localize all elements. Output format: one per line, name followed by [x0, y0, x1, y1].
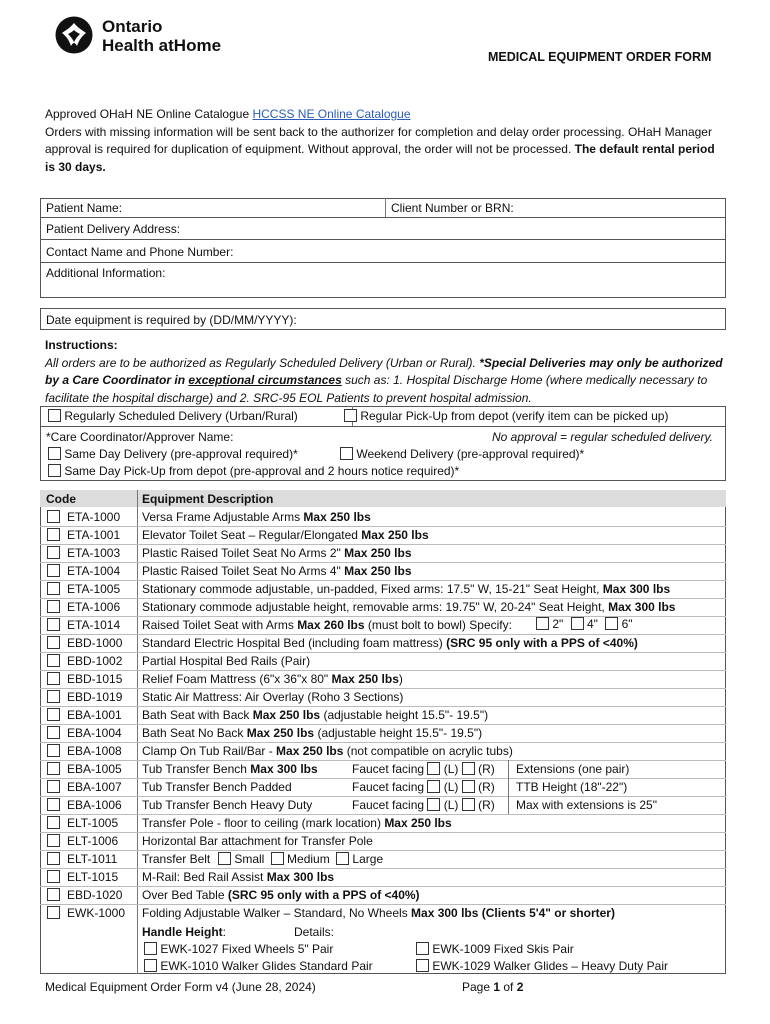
- rental-period: The default rental period is 30 days.: [45, 142, 715, 174]
- patient-name-field[interactable]: Patient Name:: [46, 201, 123, 215]
- row-description: [142, 744, 513, 758]
- row-desc-bold: Max 250 lbs: [246, 726, 315, 740]
- row-desc-tail: ): [398, 672, 403, 686]
- left-label: (L): [443, 798, 459, 812]
- max-extensions-label: Max with extensions is 25": [516, 798, 657, 812]
- row-desc-bold: Max 300 lbs: [266, 870, 335, 884]
- table-row: [40, 814, 726, 832]
- row-divider: [40, 832, 726, 833]
- table-row: [40, 688, 726, 706]
- row-divider: [40, 706, 726, 707]
- row-code: EBD-1002: [67, 654, 123, 668]
- table-row: [40, 706, 726, 724]
- row-desc-text: Partial Hospital Bed Rails (Pair): [142, 654, 311, 668]
- belt-large-checkbox[interactable]: [336, 852, 349, 865]
- row-desc-bold: Max 300 lbs: [608, 600, 676, 614]
- walker-glides-heavy-option[interactable]: [416, 959, 668, 973]
- weekend-label: Weekend Delivery (pre-approval required)*: [356, 447, 585, 461]
- row-desc-bold: Max 250 lbs: [303, 510, 371, 524]
- row-checkbox[interactable]: [47, 852, 60, 865]
- catalogue-link[interactable]: HCCSS NE Online Catalogue: [252, 107, 411, 121]
- row-checkbox[interactable]: [47, 672, 60, 685]
- row-desc-bold: Max 250 lbs: [252, 708, 321, 722]
- page-total: 2: [516, 980, 524, 994]
- instructions-heading: Instructions:: [45, 338, 118, 352]
- extensions-label: Extensions (one pair): [516, 762, 630, 776]
- faucet-right-checkbox[interactable]: [462, 798, 475, 811]
- size-6-label: 6": [621, 617, 633, 631]
- handle-colon: :: [222, 925, 227, 939]
- cc-approver-field[interactable]: *Care Coordinator/Approver Name:: [46, 430, 234, 444]
- client-number-field[interactable]: Client Number or BRN:: [391, 201, 514, 215]
- row-description: [142, 762, 318, 776]
- faucet-left-checkbox[interactable]: [427, 762, 440, 775]
- row-description: [142, 816, 452, 830]
- row-checkbox[interactable]: [47, 510, 60, 523]
- left-label: (L): [443, 762, 459, 776]
- row-desc-tail: (must bolt to bowl) Specify:: [364, 618, 512, 632]
- walker-fixed-wheels-checkbox[interactable]: [144, 942, 157, 955]
- row-desc-text: Clamp On Tub Rail/Bar -: [142, 744, 277, 758]
- row-checkbox[interactable]: [47, 798, 60, 811]
- faucet-right-checkbox[interactable]: [462, 780, 475, 793]
- delivery-address-field[interactable]: Patient Delivery Address:: [46, 222, 181, 236]
- walker-fixed-skis-checkbox[interactable]: [416, 942, 429, 955]
- same-day-label: Same Day Delivery (pre-approval required)*: [64, 447, 298, 461]
- row-code: ETA-1000: [67, 510, 121, 524]
- same-day-checkbox[interactable]: [48, 447, 61, 460]
- row-code: ETA-1005: [67, 582, 121, 596]
- footer-page: [462, 980, 523, 994]
- row-divider: [40, 598, 726, 599]
- row-divider: [40, 562, 726, 563]
- catalogue-prefix: Approved OHaH NE Online Catalogue: [45, 107, 253, 121]
- row-desc-text: Folding Adjustable Walker – Standard, No Wheels: [142, 906, 412, 920]
- belt-medium-label: Medium: [287, 852, 330, 866]
- brand-line1: Ontario: [102, 17, 163, 36]
- row-desc-bold: Max 250 lbs: [344, 546, 412, 560]
- row-desc-text: M-Rail: Bed Rail Assist: [142, 870, 267, 884]
- row-desc-bold: Max 250 lbs: [276, 744, 344, 758]
- row-desc-text: Standard Electric Hospital Bed (including foam mattress): [142, 636, 447, 650]
- transfer-belt-sizes: [218, 852, 383, 866]
- row-description: [142, 672, 403, 686]
- row-description: [142, 600, 675, 614]
- row-checkbox[interactable]: [47, 870, 60, 883]
- row-desc-text: Over Bed Table: [142, 888, 228, 902]
- row-divider: [40, 904, 726, 905]
- row-code: EBA-1005: [67, 762, 122, 776]
- row-code: EBA-1001: [67, 708, 122, 722]
- row-desc-text: Elevator Toilet Seat – Regular/Elongated: [142, 528, 362, 542]
- row-desc-bold: Max 250 lbs: [361, 528, 429, 542]
- row-code: ETA-1006: [67, 600, 121, 614]
- size-4-label: 4": [586, 617, 598, 631]
- instructions-exceptional: exceptional circumstances: [188, 373, 342, 387]
- intro-notice: Orders with missing information will be sent back to the authorizer for completion and delay order processing. OHaH Manager approval is required for duplication of equipment. Without approval, the order will not be processed.: [45, 124, 712, 156]
- table-row: [40, 652, 726, 670]
- row-desc-text: Horizontal Bar attachment for Transfer Pole: [142, 834, 373, 848]
- row-code: ETA-1014: [67, 618, 121, 632]
- row-description: [142, 780, 292, 794]
- ttb-height-label: TTB Height (18"-22"): [516, 780, 628, 794]
- row-checkbox[interactable]: [47, 582, 60, 595]
- row-desc-bold: (SRC 95 only with a PPS of <40%): [446, 636, 638, 650]
- weekend-checkbox[interactable]: [340, 447, 353, 460]
- walker-glides-standard-label: EWK-1010 Walker Glides Standard Pair: [160, 959, 373, 973]
- regular-delivery-label: Regularly Scheduled Delivery (Urban/Rural): [64, 409, 298, 423]
- walker-glides-heavy-label: EWK-1029 Walker Glides – Heavy Duty Pair: [432, 959, 668, 973]
- row-divider: [40, 688, 726, 689]
- row-description: [142, 582, 670, 596]
- brand-line2: Health atHome: [102, 36, 222, 55]
- row-description: [142, 546, 412, 560]
- row-code: EBA-1006: [67, 798, 122, 812]
- walker-glides-standard-checkbox[interactable]: [144, 959, 157, 972]
- walker-fixed-wheels-label: EWK-1027 Fixed Wheels 5" Pair: [160, 942, 334, 956]
- row-divider: [40, 778, 726, 779]
- row-code: ETA-1004: [67, 564, 121, 578]
- row-code: ETA-1001: [67, 528, 121, 542]
- row-desc-bold: Max 300 lbs: [602, 582, 671, 596]
- right-label: (R): [478, 780, 495, 794]
- row-description: [142, 798, 312, 812]
- form-title: MEDICAL EQUIPMENT ORDER FORM: [488, 50, 712, 64]
- col-desc-header: Equipment Description: [142, 492, 274, 506]
- same-day-pickup-checkbox[interactable]: [48, 464, 61, 477]
- belt-large-label: Large: [352, 852, 384, 866]
- row-code: ELT-1011: [67, 852, 118, 866]
- toilet-seat-size-options: [536, 617, 633, 631]
- row-divider: [40, 742, 726, 743]
- row-checkbox[interactable]: [47, 708, 60, 721]
- row-checkbox[interactable]: [47, 564, 60, 577]
- pickup-label: Regular Pick-Up from depot (verify item can be picked up): [360, 409, 669, 423]
- row-desc-tail: (adjustable height 15.5"- 19.5"): [314, 726, 483, 740]
- table-row: [40, 544, 726, 562]
- row-code: EBD-1019: [67, 690, 123, 704]
- right-label: (R): [478, 762, 495, 776]
- row-divider: [40, 580, 726, 581]
- row-desc-bold: Max 250 lbs: [344, 564, 412, 578]
- row-divider: [40, 652, 726, 653]
- row-description: [142, 654, 310, 668]
- row-description: [142, 708, 488, 722]
- size-2-checkbox[interactable]: [536, 617, 549, 630]
- walker-fixed-skis-option[interactable]: [416, 942, 574, 956]
- row-checkbox[interactable]: [47, 726, 60, 739]
- row-checkbox[interactable]: [47, 906, 60, 919]
- row-checkbox[interactable]: [47, 528, 60, 541]
- table-row: [40, 724, 726, 742]
- row-code: ELT-1006: [67, 834, 119, 848]
- faucet-label: Faucet facing: [352, 762, 425, 776]
- row-divider: [40, 634, 726, 635]
- row-description: [142, 528, 429, 542]
- row-code: ELT-1015: [67, 870, 119, 884]
- row-divider: [40, 724, 726, 725]
- row-desc-text: Stationary commode adjustable, un-padded, Fixed arms: 17.5" W, 15-21" Seat Height,: [142, 582, 603, 596]
- belt-medium-checkbox[interactable]: [271, 852, 284, 865]
- row-code: EWK-1000: [67, 906, 126, 920]
- walker-glides-heavy-checkbox[interactable]: [416, 959, 429, 972]
- row-divider: [40, 526, 726, 527]
- row-desc-text: Relief Foam Mattress (6"x 36"x 80": [142, 672, 332, 686]
- row-checkbox[interactable]: [47, 636, 60, 649]
- same-day-pickup-option[interactable]: [48, 464, 459, 478]
- belt-small-label: Small: [234, 852, 265, 866]
- table-row: [40, 634, 726, 652]
- table-row: [40, 562, 726, 580]
- row-divider: [40, 760, 726, 761]
- row-code: EBD-1000: [67, 636, 123, 650]
- row-checkbox[interactable]: [47, 654, 60, 667]
- brand-name: [102, 17, 221, 55]
- row-desc-text: Bath Seat No Back: [142, 726, 247, 740]
- walker-fixed-skis-label: EWK-1009 Fixed Skis Pair: [432, 942, 574, 956]
- table-row: [40, 886, 726, 904]
- row-desc-bold: (SRC 95 only with a PPS of <40%): [227, 888, 420, 902]
- regular-delivery-option[interactable]: [48, 409, 298, 423]
- row-code: ELT-1005: [67, 816, 119, 830]
- belt-small-checkbox[interactable]: [218, 852, 231, 865]
- row-divider: [40, 886, 726, 887]
- size-6-checkbox[interactable]: [605, 617, 618, 630]
- row-description: [142, 852, 210, 866]
- row-desc-text: Plastic Raised Toilet Seat No Arms 4": [142, 564, 345, 578]
- row-desc-text: Plastic Raised Toilet Seat No Arms 2": [142, 546, 345, 560]
- row-desc-text: Transfer Belt: [142, 852, 211, 866]
- col-code-header: Code: [46, 492, 76, 506]
- row-desc-text: Tub Transfer Bench Heavy Duty: [142, 798, 313, 812]
- page-of: of: [500, 980, 517, 994]
- regular-delivery-checkbox[interactable]: [48, 409, 61, 422]
- details-label: Details:: [294, 925, 335, 939]
- handle-height-label: Handle Height: [142, 925, 223, 939]
- page-prefix: Page: [462, 980, 494, 994]
- row-desc-tail: (adjustable height 15.5"- 19.5"): [320, 708, 489, 722]
- row-divider: [40, 868, 726, 869]
- row-divider: [40, 814, 726, 815]
- faucet-left-checkbox[interactable]: [427, 780, 440, 793]
- row-desc-text: Raised Toilet Seat with Arms: [142, 618, 298, 632]
- additional-info-field[interactable]: Additional Information:: [46, 266, 166, 280]
- row-code: EBA-1008: [67, 744, 122, 758]
- row-checkbox[interactable]: [47, 834, 60, 847]
- table-row: [40, 832, 726, 850]
- row-description: [142, 888, 420, 902]
- table-row: [40, 526, 726, 544]
- faucet-label: Faucet facing: [352, 780, 425, 794]
- table-row: [40, 508, 726, 526]
- row-divider: [40, 544, 726, 545]
- row-desc-bold: Max 250 lbs: [331, 672, 399, 686]
- instructions-text1: All orders are to be authorized as Regularly Scheduled Delivery (Urban or Rural).: [45, 355, 480, 370]
- same-day-option[interactable]: [48, 447, 298, 461]
- intro-text: [45, 106, 725, 176]
- instructions: [45, 337, 735, 407]
- row-code: EBD-1020: [67, 888, 123, 902]
- table-row: [40, 742, 726, 760]
- table-row: [40, 904, 726, 922]
- row-description: [142, 906, 615, 920]
- row-desc-text: Tub Transfer Bench Padded: [142, 780, 292, 794]
- row-desc-bold: Max 300 lbs (Clients 5'4" or shorter): [411, 906, 615, 920]
- row-description: [142, 870, 334, 884]
- row-checkbox[interactable]: [47, 546, 60, 559]
- row-desc-text: Versa Frame Adjustable Arms: [142, 510, 304, 524]
- instructions-bold1: *Special Deliveries may only be authorized by a Care Coordinator in: [45, 355, 723, 387]
- faucet-right-checkbox[interactable]: [462, 762, 475, 775]
- ontario-trillium-logo-icon: [55, 16, 93, 57]
- instructions-text2: such as: 1. Hospital Discharge Home (where medically necessary to facilitate the hospital discharge) and 2. SRC-95 EOL Patients to prevent hospital admission.: [45, 373, 708, 405]
- pickup-option[interactable]: [344, 409, 668, 423]
- handle-height-row: [142, 925, 226, 939]
- same-day-pickup-label: Same Day Pick-Up from depot (pre-approval and 2 hours notice required)*: [64, 464, 460, 478]
- row-desc-text: Bath Seat with Back: [142, 708, 253, 722]
- table-row: [40, 580, 726, 598]
- table-row: [40, 598, 726, 616]
- faucet-left-checkbox[interactable]: [427, 798, 440, 811]
- row-description: [142, 690, 403, 704]
- faucet-label: Faucet facing: [352, 798, 425, 812]
- faucet-row-2: [352, 780, 495, 794]
- row-checkbox[interactable]: [47, 618, 60, 631]
- walker-glides-standard-option[interactable]: [144, 959, 373, 973]
- row-description: [142, 510, 371, 524]
- page-number: 1: [493, 980, 501, 994]
- row-checkbox[interactable]: [47, 600, 60, 613]
- row-description: [142, 618, 512, 632]
- row-checkbox[interactable]: [47, 762, 60, 775]
- row-checkbox[interactable]: [47, 888, 60, 901]
- row-checkbox[interactable]: [47, 780, 60, 793]
- row-description: [142, 636, 638, 650]
- row-code: EBA-1007: [67, 780, 122, 794]
- row-desc-text: Tub Transfer Bench: [142, 762, 251, 776]
- row-desc-text: Static Air Mattress: Air Overlay (Roho 3 Sections): [142, 690, 404, 704]
- walker-fixed-wheels-option[interactable]: [144, 942, 333, 956]
- pickup-checkbox[interactable]: [344, 409, 357, 422]
- table-row: [40, 670, 726, 688]
- table-row: [40, 868, 726, 886]
- size-2-label: 2": [552, 617, 564, 631]
- right-label: (R): [478, 798, 495, 812]
- faucet-row-1: [352, 762, 495, 776]
- row-code: EBD-1015: [67, 672, 123, 686]
- row-desc-bold: Max 300 lbs: [250, 762, 318, 776]
- faucet-row-3: [352, 798, 495, 812]
- row-description: [142, 726, 482, 740]
- size-4-checkbox[interactable]: [571, 617, 584, 630]
- row-divider: [40, 850, 726, 851]
- row-description: [142, 834, 373, 848]
- row-divider: [40, 796, 726, 797]
- weekend-option[interactable]: [340, 447, 584, 461]
- row-desc-tail: (not compatible on acrylic tubs): [343, 744, 513, 758]
- row-checkbox[interactable]: [47, 816, 60, 829]
- date-required-field[interactable]: Date equipment is required by (DD/MM/YYYY):: [46, 313, 297, 327]
- row-desc-text: Stationary commode adjustable height, removable arms: 19.75" W, 20-24" Seat Height,: [142, 600, 609, 614]
- row-description: [142, 564, 412, 578]
- row-desc-bold: Max 250 lbs: [384, 816, 452, 830]
- row-divider: [40, 670, 726, 671]
- row-desc-bold: Max 260 lbs: [297, 618, 365, 632]
- contact-field[interactable]: Contact Name and Phone Number:: [46, 245, 234, 259]
- no-approval-note: No approval = regular scheduled delivery.: [492, 430, 713, 444]
- row-checkbox[interactable]: [47, 744, 60, 757]
- row-code: ETA-1003: [67, 546, 121, 560]
- row-desc-text: Transfer Pole - floor to ceiling (mark location): [142, 816, 385, 830]
- row-code: EBA-1004: [67, 726, 122, 740]
- row-checkbox[interactable]: [47, 690, 60, 703]
- left-label: (L): [443, 780, 459, 794]
- footer-version: Medical Equipment Order Form v4 (June 28, 2024): [45, 980, 316, 994]
